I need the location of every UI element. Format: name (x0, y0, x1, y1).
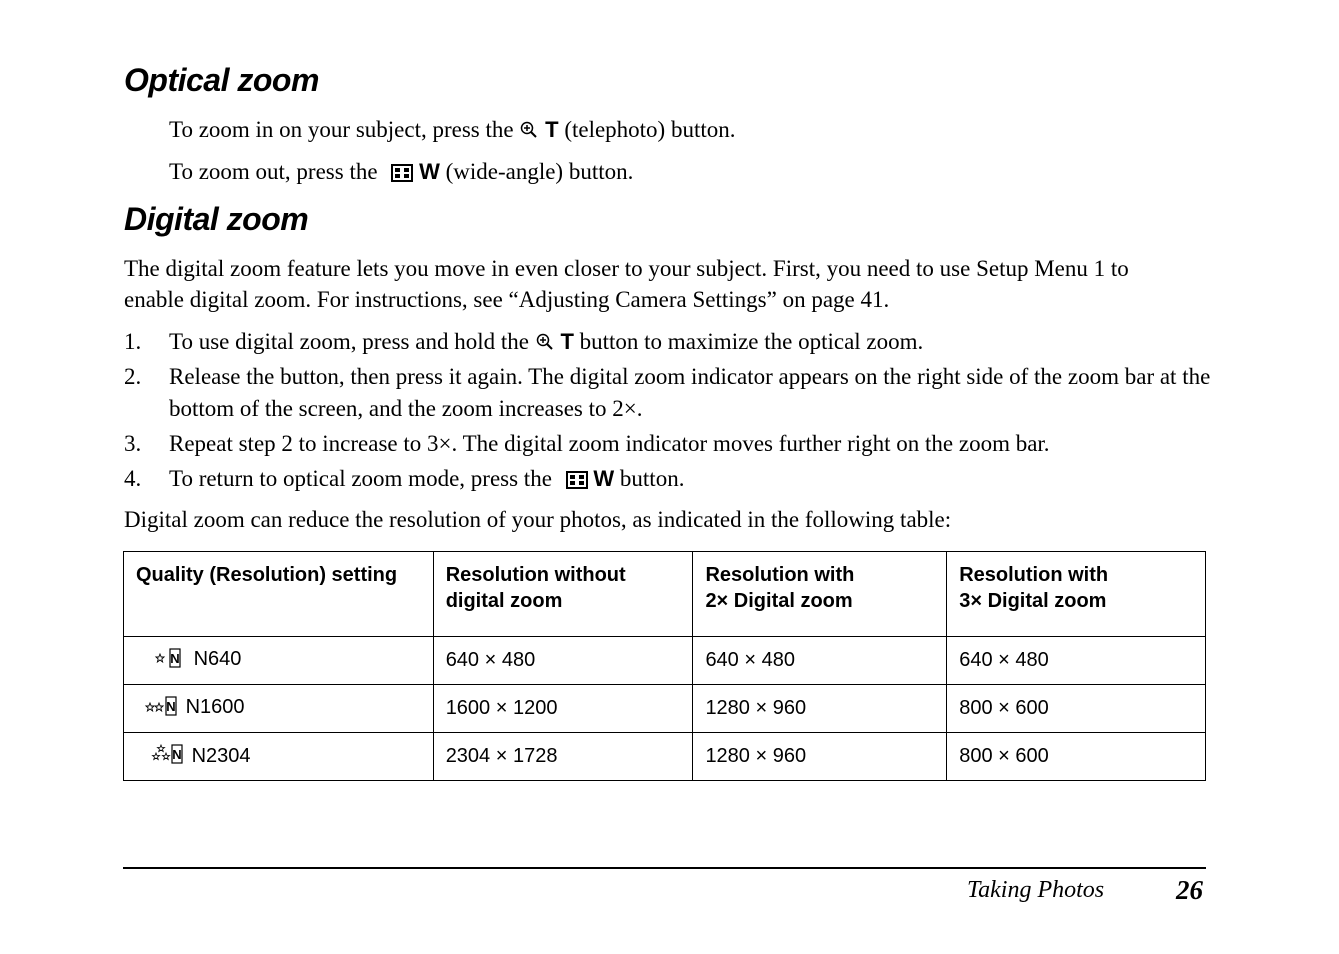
page-number: 26 (1176, 875, 1203, 905)
step-number: 2. (124, 364, 142, 389)
step3-text: Repeat step 2 to increase to 3×. The digital zoom indicator moves further right on the zoom bar. (169, 431, 1050, 456)
table-row (124, 637, 1206, 685)
header-without: Resolution without digital zoom (433, 552, 693, 637)
wide-angle-grid-icon (566, 466, 588, 498)
quality-cell: N N1600 (124, 685, 434, 733)
step4-pre: To return to optical zoom mode, press the (169, 466, 552, 491)
optical-line-zoom-in (169, 114, 736, 148)
without-cell: 640 × 480 (433, 637, 693, 685)
without-cell: 1600 × 1200 (433, 685, 693, 733)
step4-post: button. (619, 466, 685, 491)
optical-line2-pre: To zoom out, press the (169, 159, 378, 184)
zoom-in-magnifier-icon (519, 117, 539, 148)
resolution-table (123, 551, 1206, 781)
header-quality: Quality (Resolution) setting (124, 552, 434, 637)
step-number: 4. (124, 466, 142, 491)
x2-cell: 1280 × 960 (693, 685, 947, 733)
heading-digital-zoom: Digital zoom (124, 201, 309, 237)
x3-cell: 640 × 480 (947, 637, 1206, 685)
without-cell: 2304 × 1728 (433, 733, 693, 781)
x2-cell: 640 × 480 (693, 637, 947, 685)
digital-intro-paragraph: The digital zoom feature lets you move in even closer to your subject. First, you need to use Setup Menu 1 to enable digital zoom. For instructions, see “Adjusting Camera Settings” on page 41. (124, 256, 1129, 312)
wide-angle-key-label: W (593, 466, 615, 491)
header-3x: Resolution with 3× Digital zoom (947, 552, 1206, 637)
step-3 (124, 428, 1214, 460)
step1-post: button to maximize the optical zoom. (579, 329, 924, 354)
svg-text:N: N (170, 650, 180, 666)
x3-cell: 800 × 600 (947, 733, 1206, 781)
quality-cell: N N2304 (124, 733, 434, 781)
x2-cell: 1280 × 960 (693, 733, 947, 781)
optical-line2-post: (wide-angle) button. (445, 159, 634, 184)
table-row (124, 733, 1206, 781)
zoom-in-magnifier-icon (535, 329, 555, 361)
footer-rule (123, 867, 1206, 869)
x3-cell: 800 × 600 (947, 685, 1206, 733)
two-star-quality-icon (144, 696, 178, 722)
telephoto-key-label: T (560, 329, 574, 354)
one-star-quality-icon (154, 648, 182, 674)
svg-text:N: N (166, 698, 176, 714)
step-number: 1. (124, 329, 142, 354)
heading-optical-zoom: Optical zoom (124, 62, 319, 98)
table-row (124, 685, 1206, 733)
step-1 (124, 326, 1214, 361)
footer-section-title: Taking Photos (967, 877, 1105, 903)
table-header-row (124, 552, 1206, 637)
telephoto-key-label: T (545, 117, 559, 142)
step-4 (124, 463, 1214, 498)
step2-text: Release the button, then press it again. The digital zoom indicator appears on the right side of the zoom bar at the bottom of the screen, and the zoom increases to 2×. (169, 364, 1211, 421)
step1-pre: To use digital zoom, press and hold the (169, 329, 529, 354)
step-2 (124, 361, 1214, 425)
optical-line1-post: (telephoto) button. (564, 117, 736, 142)
wide-angle-key-label: W (419, 159, 440, 184)
optical-line1-pre: To zoom in on your subject, press the (169, 117, 514, 142)
optical-line-zoom-out (169, 156, 633, 190)
header-2x: Resolution with 2× Digital zoom (693, 552, 947, 637)
three-star-quality-icon (150, 743, 184, 771)
quality-cell: N N640 (124, 637, 434, 685)
svg-text:N: N (172, 746, 182, 762)
table-intro-paragraph: Digital zoom can reduce the resolution of your photos, as indicated in the following table: (124, 507, 952, 532)
wide-angle-grid-icon (391, 159, 413, 190)
step-number: 3. (124, 431, 142, 456)
